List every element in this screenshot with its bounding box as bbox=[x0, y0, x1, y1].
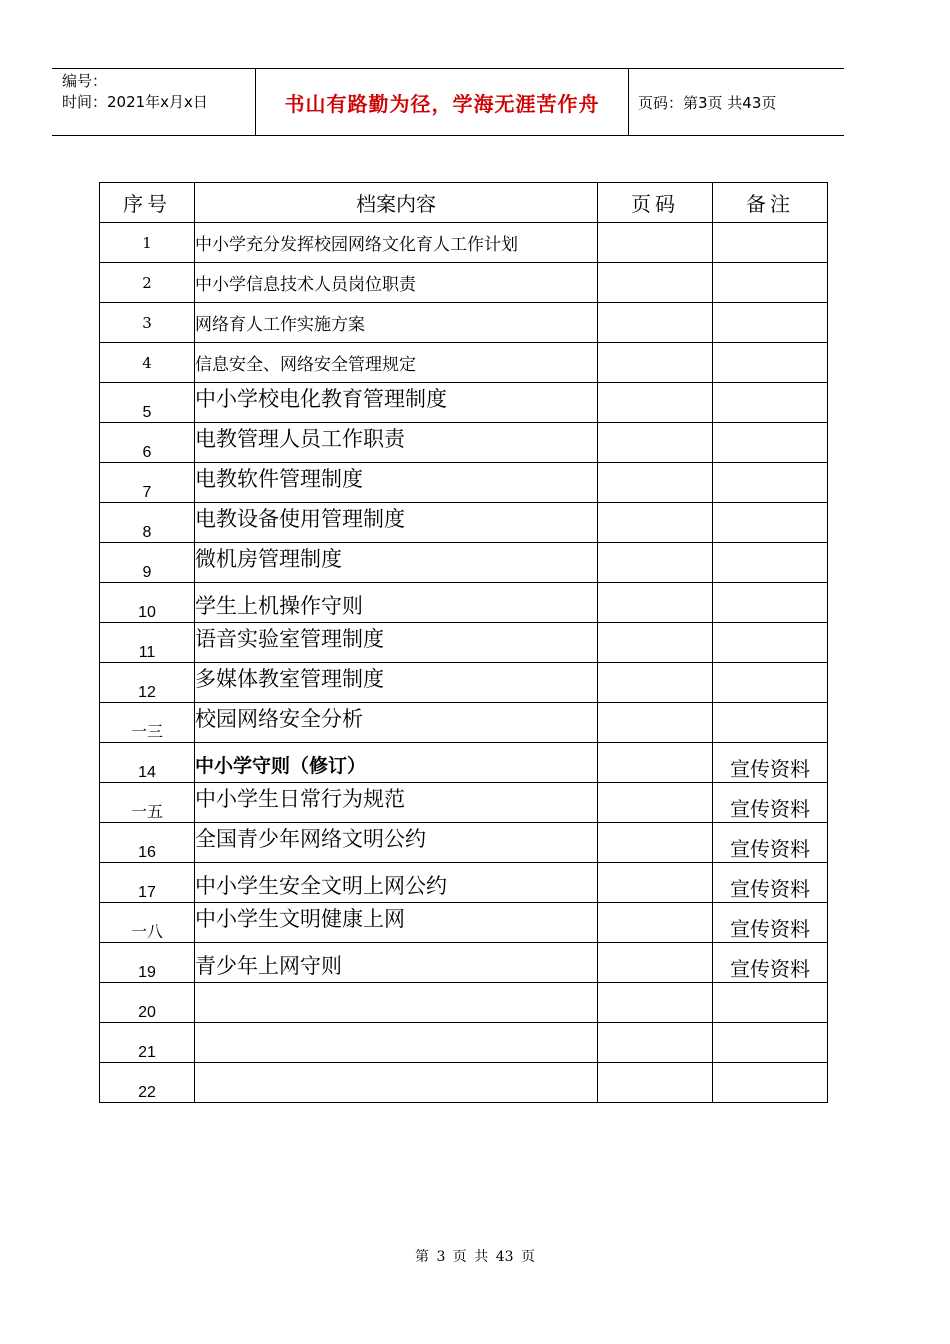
row-note: 宣传资料 bbox=[713, 863, 828, 903]
row-content: 中小学生文明健康上网 bbox=[195, 903, 598, 943]
row-content: 中小学充分发挥校园网络文化育人工作计划 bbox=[195, 223, 598, 263]
table-row bbox=[100, 743, 828, 783]
row-page bbox=[598, 863, 713, 903]
row-note bbox=[713, 1023, 828, 1063]
table-row bbox=[100, 463, 828, 503]
row-number: 一八 bbox=[100, 903, 195, 943]
row-note bbox=[713, 983, 828, 1023]
row-note bbox=[713, 663, 828, 703]
table-row bbox=[100, 783, 828, 823]
row-page bbox=[598, 463, 713, 503]
row-content: 学生上机操作守则 bbox=[195, 583, 598, 623]
header-meta bbox=[62, 71, 208, 113]
header-page-info: 页码：第3页 共43页 bbox=[638, 93, 777, 112]
row-page bbox=[598, 783, 713, 823]
row-number: 20 bbox=[100, 983, 195, 1023]
time-label: 时间：2021年x月x日 bbox=[62, 93, 208, 111]
row-page bbox=[598, 903, 713, 943]
row-page bbox=[598, 263, 713, 303]
header-divider bbox=[628, 69, 629, 135]
table-row bbox=[100, 863, 828, 903]
row-number: 4 bbox=[100, 343, 195, 383]
table-row bbox=[100, 223, 828, 263]
row-note: 宣传资料 bbox=[713, 783, 828, 823]
row-page bbox=[598, 983, 713, 1023]
table-row bbox=[100, 663, 828, 703]
row-content: 电教设备使用管理制度 bbox=[195, 503, 598, 543]
row-number: 17 bbox=[100, 863, 195, 903]
row-note: 宣传资料 bbox=[713, 823, 828, 863]
column-header-page: 页码 bbox=[598, 183, 713, 223]
table-row bbox=[100, 543, 828, 583]
table-row bbox=[100, 423, 828, 463]
page-footer: 第 3 页 共 43 页 bbox=[415, 1249, 535, 1265]
row-page bbox=[598, 943, 713, 983]
row-note bbox=[713, 383, 828, 423]
column-header-no: 序号 bbox=[100, 183, 195, 223]
row-page bbox=[598, 703, 713, 743]
row-page bbox=[598, 303, 713, 343]
row-number: 10 bbox=[100, 583, 195, 623]
row-number: 5 bbox=[100, 383, 195, 423]
row-note bbox=[713, 263, 828, 303]
row-page bbox=[598, 1023, 713, 1063]
row-content bbox=[195, 1023, 598, 1063]
row-number: 6 bbox=[100, 423, 195, 463]
row-number: 1 bbox=[100, 223, 195, 263]
row-note bbox=[713, 463, 828, 503]
row-number: 19 bbox=[100, 943, 195, 983]
column-header-note: 备注 bbox=[713, 183, 828, 223]
row-page bbox=[598, 503, 713, 543]
row-page bbox=[598, 543, 713, 583]
row-note bbox=[713, 223, 828, 263]
row-number: 7 bbox=[100, 463, 195, 503]
table-row bbox=[100, 343, 828, 383]
table-row bbox=[100, 623, 828, 663]
row-content: 网络育人工作实施方案 bbox=[195, 303, 598, 343]
number-label: 编号： bbox=[62, 72, 108, 90]
table-row bbox=[100, 263, 828, 303]
row-page bbox=[598, 743, 713, 783]
row-page bbox=[598, 423, 713, 463]
row-content: 电教软件管理制度 bbox=[195, 463, 598, 503]
row-content: 微机房管理制度 bbox=[195, 543, 598, 583]
row-page bbox=[598, 823, 713, 863]
row-page bbox=[598, 663, 713, 703]
row-content: 电教管理人员工作职责 bbox=[195, 423, 598, 463]
row-number: 21 bbox=[100, 1023, 195, 1063]
table-row bbox=[100, 503, 828, 543]
row-note bbox=[713, 303, 828, 343]
row-content: 中小学生安全文明上网公约 bbox=[195, 863, 598, 903]
row-note: 宣传资料 bbox=[713, 743, 828, 783]
row-page bbox=[598, 623, 713, 663]
row-number: 8 bbox=[100, 503, 195, 543]
row-number: 14 bbox=[100, 743, 195, 783]
table-header-row bbox=[100, 183, 828, 223]
row-content bbox=[195, 983, 598, 1023]
column-header-content: 档案内容 bbox=[195, 183, 598, 223]
row-note: 宣传资料 bbox=[713, 943, 828, 983]
row-page bbox=[598, 583, 713, 623]
row-note bbox=[713, 423, 828, 463]
row-note bbox=[713, 503, 828, 543]
table-row bbox=[100, 1063, 828, 1103]
row-note bbox=[713, 1063, 828, 1103]
table-row bbox=[100, 303, 828, 343]
row-number: 一三 bbox=[100, 703, 195, 743]
table-row bbox=[100, 1023, 828, 1063]
row-content: 信息安全、网络安全管理规定 bbox=[195, 343, 598, 383]
row-content: 全国青少年网络文明公约 bbox=[195, 823, 598, 863]
row-number: 22 bbox=[100, 1063, 195, 1103]
row-content: 语音实验室管理制度 bbox=[195, 623, 598, 663]
page-header bbox=[52, 68, 844, 136]
row-page bbox=[598, 223, 713, 263]
table-row bbox=[100, 983, 828, 1023]
row-note bbox=[713, 583, 828, 623]
table-row bbox=[100, 703, 828, 743]
row-number: 3 bbox=[100, 303, 195, 343]
row-content: 中小学生日常行为规范 bbox=[195, 783, 598, 823]
row-page bbox=[598, 343, 713, 383]
row-content: 青少年上网守则 bbox=[195, 943, 598, 983]
row-content: 中小学信息技术人员岗位职责 bbox=[195, 263, 598, 303]
row-number: 9 bbox=[100, 543, 195, 583]
table-row bbox=[100, 903, 828, 943]
row-content: 中小学校电化教育管理制度 bbox=[195, 383, 598, 423]
row-number: 11 bbox=[100, 623, 195, 663]
row-content bbox=[195, 1063, 598, 1103]
row-content: 多媒体教室管理制度 bbox=[195, 663, 598, 703]
row-number: 12 bbox=[100, 663, 195, 703]
archive-index-table bbox=[99, 182, 828, 1103]
row-page bbox=[598, 383, 713, 423]
header-motto: 书山有路勤为径，学海无涯苦作舟 bbox=[284, 91, 600, 116]
row-number: 一五 bbox=[100, 783, 195, 823]
row-note bbox=[713, 703, 828, 743]
table-row bbox=[100, 583, 828, 623]
table-row bbox=[100, 383, 828, 423]
row-note bbox=[713, 623, 828, 663]
table-row bbox=[100, 823, 828, 863]
table-row bbox=[100, 943, 828, 983]
row-number: 2 bbox=[100, 263, 195, 303]
row-page bbox=[598, 1063, 713, 1103]
row-content: 中小学守则（修订） bbox=[195, 743, 598, 783]
row-number: 16 bbox=[100, 823, 195, 863]
row-note: 宣传资料 bbox=[713, 903, 828, 943]
row-content: 校园网络安全分析 bbox=[195, 703, 598, 743]
row-note bbox=[713, 543, 828, 583]
row-note bbox=[713, 343, 828, 383]
